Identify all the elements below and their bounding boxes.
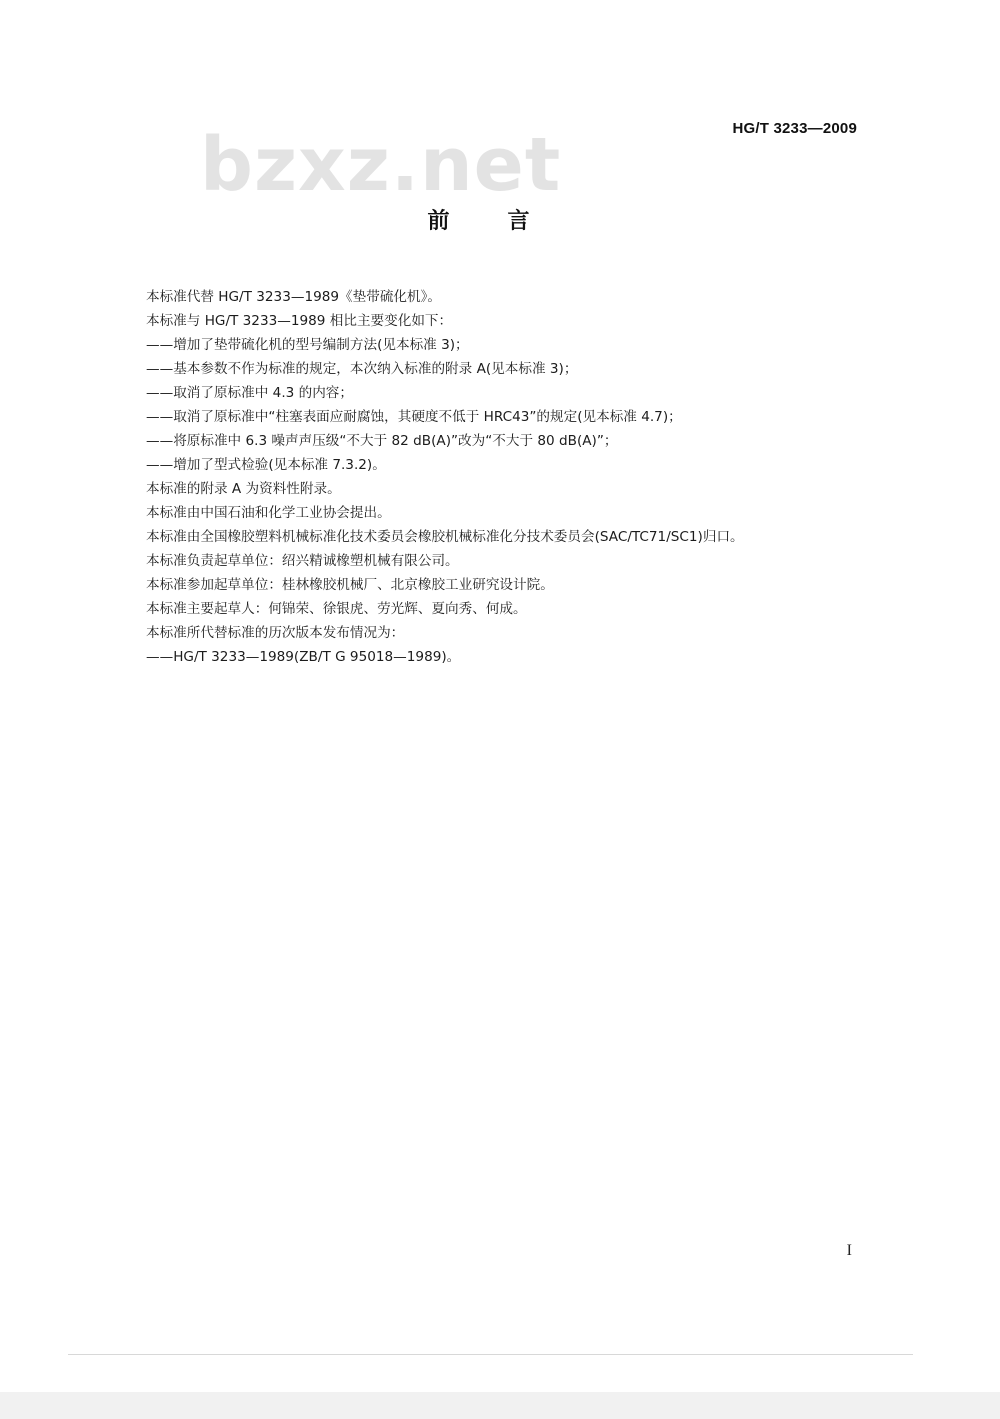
page-number: I (846, 1242, 852, 1259)
change-item: ——将原标准中 6.3 噪声声压级“不大于 82 dB(A)”改为“不大于 80 dB(A)”； (146, 433, 618, 449)
paragraph-replaces: 本标准代替 HG/T 3233—1989《垫带硫化机》。 (146, 289, 441, 305)
preface-body (113, 285, 873, 669)
paragraph-proposer: 本标准由中国石油和化学工业协会提出。 (146, 505, 391, 521)
bottom-band (0, 1392, 1000, 1419)
change-item: ——取消了原标准中“柱塞表面应耐腐蚀，其硬度不低于 HRC43”的规定(见本标准 4.7)； (146, 409, 682, 425)
paragraph-drafters: 本标准主要起草人：何锦荣、徐银虎、劳光辉、夏向秀、何成。 (146, 601, 527, 617)
paragraph-committee: 本标准由全国橡胶塑料机械标准化技术委员会橡胶机械标准化分技术委员会(SAC/TC71/SC1)归口。 (146, 529, 744, 545)
bottom-divider (68, 1354, 913, 1355)
paragraph-participating-units: 本标准参加起草单位：桂林橡胶机械厂、北京橡胶工业研究设计院。 (146, 577, 554, 593)
title-char-1: 前 (427, 209, 450, 234)
change-item: ——增加了垫带硫化机的型号编制方法(见本标准 3)； (146, 337, 469, 353)
watermark: bzxz.net (200, 122, 562, 208)
title-char-2: 言 (507, 209, 530, 234)
paragraph-history-intro: 本标准所代替标准的历次版本发布情况为： (146, 625, 405, 641)
paragraph-changes-intro: 本标准与 HG/T 3233—1989 相比主要变化如下： (146, 313, 453, 329)
change-item: ——增加了型式检验(见本标准 7.3.2)。 (146, 457, 386, 473)
history-item: ——HG/T 3233—1989(ZB/T G 95018—1989)。 (146, 649, 461, 665)
page-title (0, 204, 957, 235)
standard-code: HG/T 3233—2009 (732, 120, 857, 137)
paragraph-drafting-unit: 本标准负责起草单位：绍兴精诚橡塑机械有限公司。 (146, 553, 459, 569)
paragraph-annex: 本标准的附录 A 为资料性附录。 (146, 481, 341, 497)
change-item: ——取消了原标准中 4.3 的内容； (146, 385, 353, 401)
change-item: ——基本参数不作为标准的规定，本次纳入标准的附录 A(见本标准 3)； (146, 361, 578, 377)
